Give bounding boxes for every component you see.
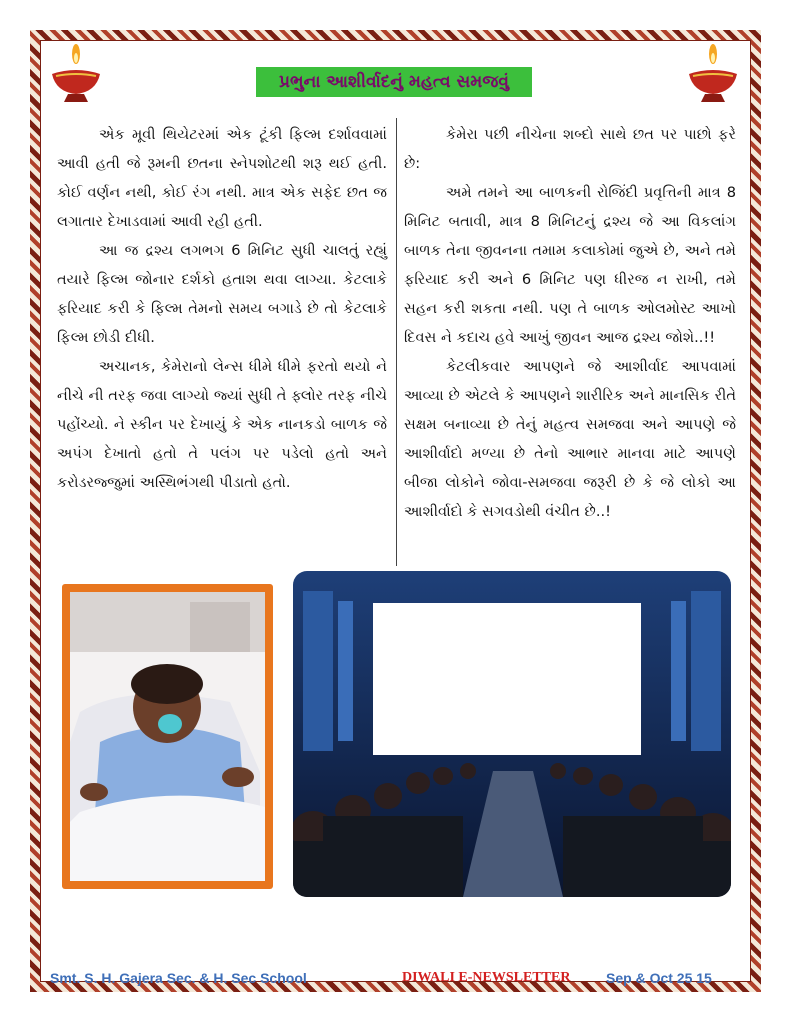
footer-school-name: Smt. S. H. Gajera Sec. & H. Sec School (50, 970, 307, 986)
right-column (404, 120, 736, 526)
paragraph: અચાનક, કેમેરાનો લેન્સ ધીમે ધીમે ફરતો થયો ને નીચે ની તરફ જવા લાગ્યો જ્યાં સુધી તે ફ્લોર તરફ નીચે પહોંચ્યો. ને સ્કીન પર દેખાયું કે એક નાનકડો બાળક જે અપંગ દેખાતો હતો તે પલંગ પર પડેલો હતો અને કરોડરજ્જુમાં અસ્થિભંગથી પીડાતો હતો. (57, 358, 387, 491)
paragraph: કેટલીકવાર આપણને જે આશીર્વાદ આપવામાં આવ્યા છે એટલે કે આપણને શારીરિક અને માનસિક રીતે સક્ષમ બનાવ્યા છે તેનું મહત્વ સમજવા અને આપણે જે આશીર્વાદો મળ્યા છે તેનો આભાર માનવા માટે આપણે બીજા લોકોને જોવા-સમજવા જરૂરી છે કે જે લોકો આ આશીર્વાદો કે સગવડોથી વંચીત છે..! (404, 358, 736, 520)
diya-lamp-left-icon (46, 44, 106, 106)
page-title: પ્રભુના આશીર્વાદનું મહત્વ સમજવું (256, 67, 532, 97)
diya-lamp-right-icon (683, 44, 743, 106)
paragraph: એક મૂવી થિયેટરમાં એક ટૂંકી ફિલ્મ દર્શાવવામાં આવી હતી જે રૂમની છતના સ્નેપશોટથી શરૂ થઈ હતી. કોઈ વર્ણન નથી, કોઈ રંગ નથી. માત્ર એક સફેદ છત જ લગાતાર દેખાડવામાં આવી રહી હતી. (57, 126, 387, 230)
paragraph: આ જ દ્રશ્ય લગભગ 6 મિનિટ સુધી ચાલતું રહ્યું તયારે ફિલ્મ જોનાર દર્શકો હતાશ થવા લાગ્યા. કેટલાકે ફરિયાદ કરી કે ફિલ્મ તેમનો સમય બગાડે છે તો કેટલાકે ફિલ્મ છોડી દીધી. (57, 242, 387, 346)
footer-newsletter-title: DIWALI E-NEWSLETTER (402, 970, 571, 985)
baby-in-hospital-photo (62, 584, 273, 889)
column-divider (396, 118, 397, 566)
cinema-theater-photo (293, 571, 731, 897)
left-column (57, 120, 387, 497)
footer-date-page: Sep & Oct 25 15 (606, 970, 712, 986)
paragraph: કેમેરા પછી નીચેના શબ્દો સાથે છત પર પાછો ફરે છે: (404, 126, 736, 172)
paragraph: અમે તમને આ બાળકની રોજિંદી પ્રવૃત્તિની માત્ર 8 મિનિટ બતાવી, માત્ર 8 મિનિટનું દ્રશ્ય જે આ વિકલાંગ બાળક તેના જીવનના તમામ કલાકોમાં જુએ છે, અને તમે ફરિયાદ કરી અને 6 મિનિટ પણ ધીરજ ન રાખી, તમે સહન કરી શકતા નથી. પણ તે બાળક ઓલમોસ્ટ આખો દિવસ ને કદાચ હવે આખું જીવન આજ દ્રશ્ય જોશે..!! (404, 184, 736, 346)
page-footer (50, 966, 750, 990)
